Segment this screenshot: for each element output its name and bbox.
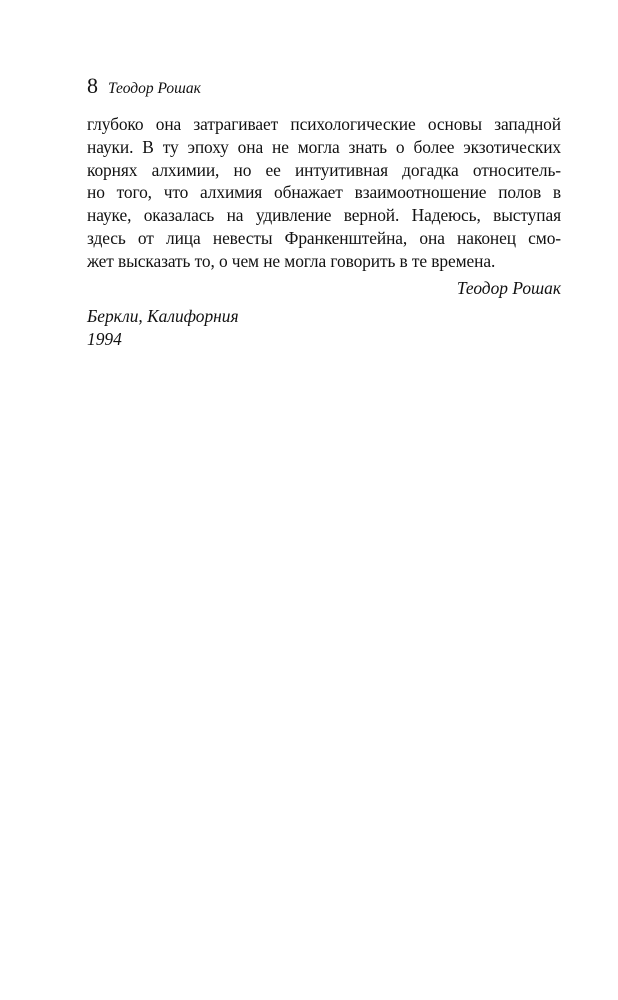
paragraph-line: но того, что алхимия обнажает взаимоотношение полов в xyxy=(87,182,561,203)
paragraph-line: науке, оказалась на удивление верной. Надеюсь, выступая xyxy=(87,205,561,226)
paragraph-line: жет высказать то, о чем не могла говорить в те времена. xyxy=(87,250,496,271)
place-and-date xyxy=(87,305,561,351)
page-number: 8 xyxy=(87,73,98,98)
paragraph-line: здесь от лица невесты Франкенштейна, она наконец смо- xyxy=(87,227,561,248)
paragraph-line: корнях алхимии, но ее интуитивная догадка относитель- xyxy=(87,159,561,180)
header-author: Теодор Рошак xyxy=(108,80,201,97)
body-paragraph xyxy=(87,113,561,273)
year: 1994 xyxy=(87,329,122,350)
paragraph-line: науки. В ту эпоху она не могла знать о более экзотических xyxy=(87,136,561,157)
running-head xyxy=(87,72,561,100)
book-page xyxy=(87,72,561,351)
author-signature: Теодор Рошак xyxy=(456,277,561,298)
place-name: Беркли, Калифорния xyxy=(87,306,239,327)
paragraph-line: глубоко она затрагивает психологические основы западной xyxy=(87,114,561,134)
